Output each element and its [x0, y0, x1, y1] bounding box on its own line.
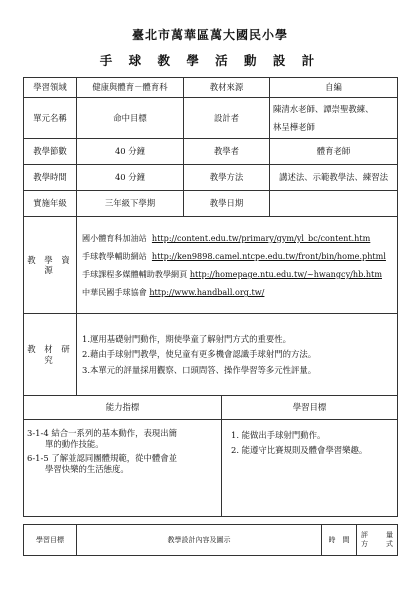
- resource-link[interactable]: http://homepage.ntu.edu.tw/~hwangcy/hb.htm: [189, 269, 382, 279]
- resource-name: 手球課程多媒體輔助教學網頁: [82, 269, 188, 279]
- assess-char: 量: [386, 531, 394, 540]
- value-date: [270, 191, 398, 217]
- spacer: [24, 517, 398, 525]
- label-designer: 設計者: [184, 98, 270, 139]
- label-resources: 教 學 資 源: [24, 217, 77, 314]
- value-source: 自編: [270, 78, 398, 98]
- value-time: 40 分鐘: [77, 165, 184, 191]
- ability-text: 結合一系列的基本動作，表現出簡: [51, 428, 177, 438]
- value-designer: [270, 98, 398, 139]
- school-name: 臺北市萬華區萬大國民小學: [131, 28, 288, 42]
- resource-name: 中華民國手球協會: [82, 287, 147, 298]
- ability-code: 3-1-4: [27, 428, 49, 438]
- assess-char: 評: [361, 531, 368, 540]
- row-periods: [24, 139, 398, 165]
- resource-name: 國小體育科加油站: [82, 232, 147, 243]
- assess-char: 方: [361, 540, 368, 548]
- header-goals: 學習目標: [222, 396, 398, 420]
- label-method: 教學方法: [184, 165, 270, 191]
- row-unit: [24, 98, 398, 139]
- label-materials: 教 材 研 究: [24, 314, 77, 396]
- value-unit: 命中目標: [77, 98, 184, 139]
- label-date: 教學日期: [184, 191, 270, 217]
- resource-name: 手球教學輔助網站: [82, 250, 147, 261]
- resource-item: [82, 269, 394, 279]
- value-method: 講述法、示範教學法、練習法: [270, 165, 398, 191]
- value-teacher: 體育老師: [270, 139, 398, 165]
- ability-code: 6-1-5: [27, 453, 49, 463]
- resource-item: [82, 287, 394, 297]
- material-item: 1.運用基礎射門動作，期使學童了解射門方式的重要性。: [82, 333, 291, 344]
- value-subject: 健康與體育－體育科: [77, 78, 184, 98]
- material-item: 3.本單元的評量採用觀察、口頭問答、操作學習等多元性評量。: [82, 364, 317, 375]
- ability-text-cont: 學習快樂的生活態度。: [45, 463, 129, 474]
- resource-link[interactable]: http://ken9898.camel.ntcpe.edu.tw/front/bin/home.phtml: [151, 250, 386, 261]
- designer-line-2: 林呈樺老師: [273, 121, 315, 132]
- ability-text-cont: 單的動作技能。: [45, 438, 104, 449]
- goal-item: 1. 能做出手球射門動作。: [231, 430, 326, 440]
- material-item: 2.藉由手球射門教學，使兒童有更多機會認識手球射門的方法。: [82, 349, 317, 360]
- row-materials: [24, 314, 398, 396]
- row-targets-header: [24, 396, 398, 420]
- resource-link[interactable]: http://www.handball.org.tw/: [149, 287, 265, 298]
- ability-item: [27, 428, 218, 449]
- value-grade: 三年級下學期: [77, 191, 184, 217]
- materials-list: [77, 314, 398, 396]
- resource-item: [82, 251, 394, 261]
- label-source: 教材來源: [184, 78, 270, 98]
- label-teacher: 教學者: [184, 139, 270, 165]
- label-grade: 實施年級: [24, 191, 77, 217]
- row-resources: [24, 217, 398, 314]
- assess-char: 式: [386, 540, 394, 548]
- ability-text: 了解並認同團體規範，從中體會並: [51, 453, 177, 463]
- value-periods: 40 分鐘: [77, 139, 184, 165]
- row-grade: [24, 191, 398, 217]
- goals-list: [222, 420, 398, 517]
- footer-time: 時 間: [322, 525, 357, 556]
- header-abilities: 能力指標: [24, 396, 222, 420]
- row-spacer: [24, 517, 398, 525]
- resource-item: [82, 233, 394, 243]
- resources-list: [77, 217, 398, 314]
- row-footer-header: [24, 525, 398, 556]
- document-title: 手 球 教 學 活 動 設 計: [99, 53, 321, 68]
- label-time: 教學時間: [24, 165, 77, 191]
- abilities-list: [24, 420, 222, 517]
- footer-goal: 學習目標: [24, 525, 77, 556]
- lesson-plan-table: [23, 77, 398, 556]
- label-periods: 教學節數: [24, 139, 77, 165]
- designer-line-1: 陳清水老師、譚崇聖教練、: [273, 104, 374, 114]
- goal-item: 2. 能遵守比賽規則及體會學習樂趣。: [231, 444, 368, 455]
- row-subject: [24, 78, 398, 98]
- row-time: [24, 165, 398, 191]
- resource-link[interactable]: http://content.edu.tw/primary/gym/yl_bc/content.htm: [151, 232, 371, 243]
- ability-item: [27, 453, 218, 474]
- label-unit: 單元名稱: [24, 98, 77, 139]
- row-targets: [24, 420, 398, 517]
- label-subject: 學習領域: [24, 78, 77, 98]
- footer-content: 教學設計內容及圖示: [77, 525, 322, 556]
- footer-assessment: [357, 525, 398, 556]
